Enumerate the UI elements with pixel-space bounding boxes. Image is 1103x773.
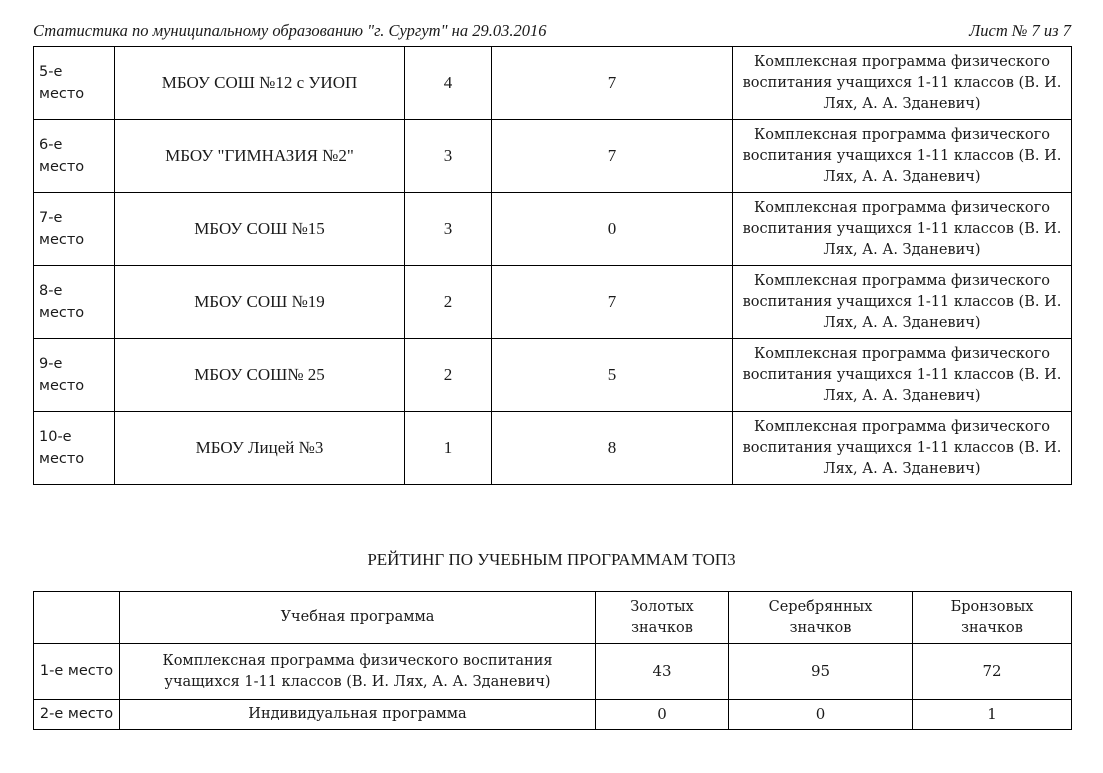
place-number: 7-е [39,210,63,226]
place-number: 5-е [39,64,63,80]
place-word: место [39,305,85,321]
silver-count-cell: 5 [492,339,733,412]
program-line2: учащихся 1-11 классов (В. И. Лях, А. А. Зданевич) [164,673,551,690]
silver-count-cell: 8 [492,412,733,485]
school-name-cell: МБОУ СОШ №15 [115,193,405,266]
place-cell: 2-е место [34,700,120,730]
place-word: место [39,378,85,394]
gold-count-cell: 43 [596,644,729,700]
place-cell [34,120,115,193]
header-silver [729,592,913,644]
schools-rating-table [33,46,1072,485]
school-name-cell: МБОУ Лицей №3 [115,412,405,485]
programs-rating-table [33,591,1072,730]
gold-count-cell: 0 [596,700,729,730]
gold-count-cell: 3 [405,120,492,193]
place-cell [34,47,115,120]
table-row [34,193,1072,266]
header-gold-line2: значков [631,619,693,636]
gold-count-cell: 1 [405,412,492,485]
gold-count-cell: 4 [405,47,492,120]
silver-count-cell: 7 [492,47,733,120]
header-bronze-line1: Бронзовых [950,598,1034,615]
gold-count-cell: 2 [405,266,492,339]
document-title: Статистика по муниципальному образованию "г. Сургут" на 29.03.2016 [33,21,547,40]
place-number: 9-е [39,356,63,372]
program-cell: Комплексная программа физического воспитания учащихся 1-11 классов (В. И. Лях, А. А. Зданевич) [733,339,1072,412]
gold-count-cell: 3 [405,193,492,266]
table-row [34,700,1072,730]
silver-count-cell: 95 [729,644,913,700]
table-row [34,47,1072,120]
header-bronze-line2: значков [961,619,1023,636]
place-cell [34,266,115,339]
place-cell [34,193,115,266]
table-row [34,412,1072,485]
header-place [34,592,120,644]
table-row [34,644,1072,700]
program-cell [120,644,596,700]
table-row [34,120,1072,193]
table-row [34,266,1072,339]
school-name-cell: МБОУ СОШ №12 с УИОП [115,47,405,120]
program-cell: Индивидуальная программа [120,700,596,730]
header-silver-line1: Серебрянных [768,598,873,615]
program-cell: Комплексная программа физического воспитания учащихся 1-11 классов (В. И. Лях, А. А. Зданевич) [733,120,1072,193]
place-word: место [39,451,85,467]
gold-count-cell: 2 [405,339,492,412]
place-word: место [39,159,85,175]
table-header-row [34,592,1072,644]
header-bronze [913,592,1072,644]
place-word: место [39,86,85,102]
bronze-count-cell: 72 [913,644,1072,700]
place-cell [34,412,115,485]
place-number: 6-е [39,137,63,153]
school-name-cell: МБОУ "ГИМНАЗИЯ №2" [115,120,405,193]
header-silver-line2: значков [789,619,852,636]
page-header [33,20,1071,42]
place-cell: 1-е место [34,644,120,700]
silver-count-cell: 7 [492,120,733,193]
program-cell: Комплексная программа физического воспитания учащихся 1-11 классов (В. И. Лях, А. А. Зданевич) [733,412,1072,485]
program-cell: Комплексная программа физического воспитания учащихся 1-11 классов (В. И. Лях, А. А. Зданевич) [733,266,1072,339]
program-line1: Комплексная программа физического воспитания [162,652,553,669]
place-number: 10-е [39,429,72,445]
silver-count-cell: 0 [492,193,733,266]
bronze-count-cell: 1 [913,700,1072,730]
table-row [34,339,1072,412]
school-name-cell: МБОУ СОШ№ 25 [115,339,405,412]
section-title: РЕЙТИНГ ПО УЧЕБНЫМ ПРОГРАММАМ ТОП3 [367,550,736,569]
page-number: Лист № 7 из 7 [969,21,1071,40]
header-gold [596,592,729,644]
place-word: место [39,232,85,248]
header-program: Учебная программа [120,592,596,644]
school-name-cell: МБОУ СОШ №19 [115,266,405,339]
header-gold-line1: Золотых [630,598,694,615]
program-cell: Комплексная программа физического воспитания учащихся 1-11 классов (В. И. Лях, А. А. Зданевич) [733,193,1072,266]
silver-count-cell: 0 [729,700,913,730]
place-cell [34,339,115,412]
program-cell: Комплексная программа физического воспитания учащихся 1-11 классов (В. И. Лях, А. А. Зданевич) [733,47,1072,120]
silver-count-cell: 7 [492,266,733,339]
place-number: 8-е [39,283,63,299]
